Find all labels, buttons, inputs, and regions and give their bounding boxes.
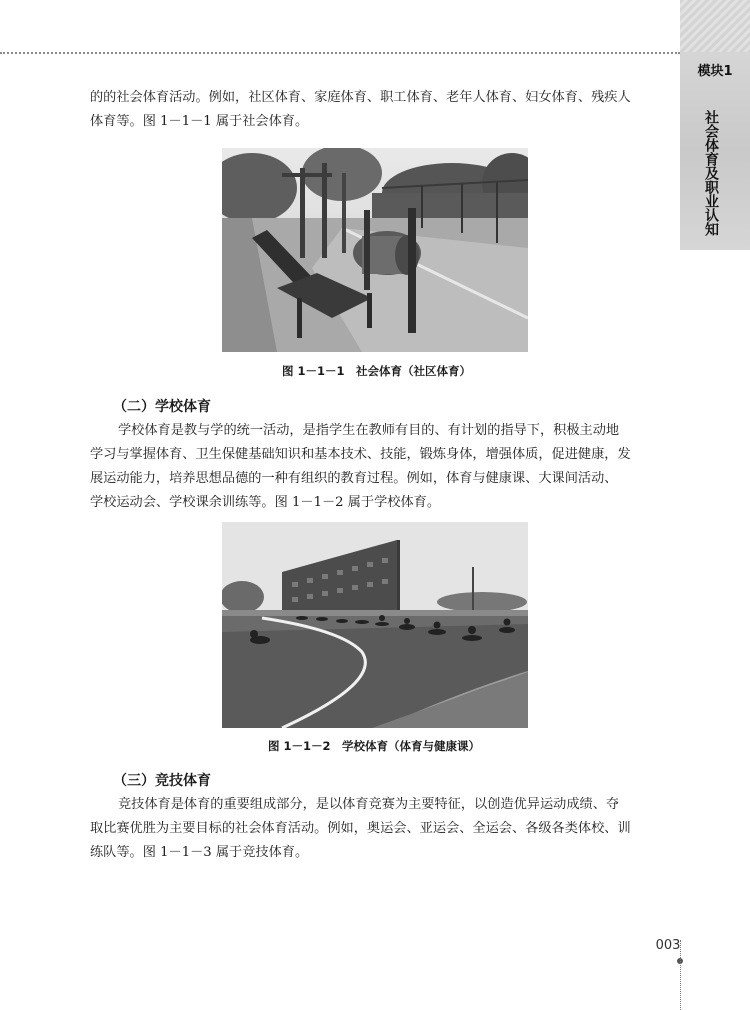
school-sports-paragraph [90, 419, 664, 515]
section-heading-school-sports: （二）学校体育 [113, 399, 211, 415]
section-heading-competitive-sports: （三）竞技体育 [113, 773, 211, 789]
figure-community-sports-photo [222, 148, 528, 352]
text-line: 练队等。图 1－1－3 属于竞技体育。 [90, 845, 309, 860]
figure-school-sports-photo [222, 522, 528, 728]
figure-1-caption: 图 1－1－1 社会体育（社区体育） [282, 364, 472, 378]
module-label: 模块1 [697, 64, 733, 79]
page-number: 003 [655, 938, 681, 953]
school-class-illustration [222, 522, 528, 728]
chapter-title-vertical: 社会体育及职业认知 [703, 110, 719, 236]
community-equipment-illustration [222, 148, 528, 352]
text-line: 的的社会体育活动。例如，社区体育、家庭体育、职工体育、老年人体育、妇女体育、残疾人 [90, 90, 631, 105]
text-line: 取比赛优胜为主要目标的社会体育活动。例如，奥运会、亚运会、全运会、各级各类体校、训 [90, 821, 631, 836]
side-tab-texture [680, 0, 750, 52]
text-line: 竞技体育是体育的重要组成部分，是以体育竞赛为主要特征，以创造优异运动成绩、夺 [118, 797, 620, 812]
text-line: 学习与掌握体育、卫生保健基础知识和基本技术、技能，锻炼身体，增强体质，促进健康，发 [90, 447, 631, 462]
competitive-sports-paragraph [90, 793, 664, 865]
text-line: 展运动能力，培养思想品德的一种有组织的教育过程。例如，体育与健康课、大课间活动、 [90, 471, 618, 486]
text-line: 学校运动会、学校课余训练等。图 1－1－2 属于学校体育。 [90, 495, 441, 510]
header-dotted-rule [0, 52, 680, 54]
figure-2-caption: 图 1－1－2 学校体育（体育与健康课） [268, 739, 481, 753]
footer-dotted-line [680, 940, 681, 1010]
intro-paragraph [90, 86, 664, 134]
text-line: 体育等。图 1－1－1 属于社会体育。 [90, 114, 309, 129]
text-line: 学校体育是教与学的统一活动，是指学生在教师有目的、有计划的指导下，积极主动地 [118, 423, 620, 438]
